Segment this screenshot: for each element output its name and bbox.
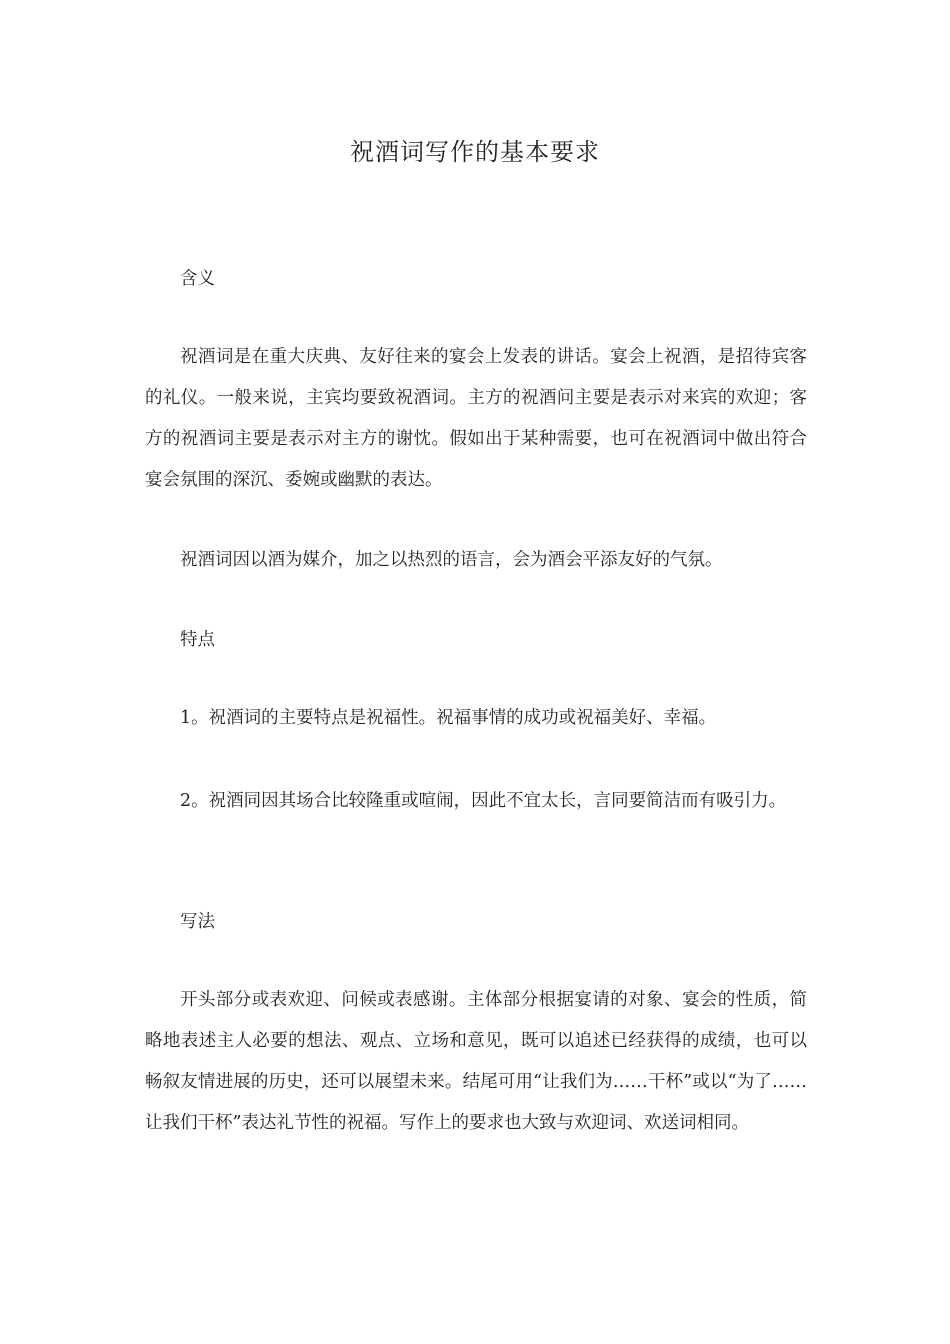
heading-text: 特点 <box>180 630 215 650</box>
section-heading-writing <box>145 902 807 943</box>
paragraph-text: 祝酒词是在重大庆典、友好往来的宴会上发表的讲话。宴会上祝酒，是招待宾客的礼仪。一般来说，主宾均要致祝酒词。主方的祝酒问主要是表示对来宾的欢迎；客方的祝酒词主要是表示对主方的谢忱。假如出于某种需要，也可在祝酒词中做出符合宴会氛围的深沉、委婉或幽默的表达。 <box>145 347 807 490</box>
section-heading-features <box>145 620 807 661</box>
section-heading-meaning <box>145 259 807 300</box>
heading-text: 写法 <box>180 912 215 932</box>
paragraph-meaning-1 <box>145 337 807 501</box>
document-title: 祝酒词写作的基本要求 <box>350 138 600 166</box>
feature-item-2 <box>145 781 807 822</box>
paragraph-text: 2。祝酒同因其场合比较隆重或喧闹，因此不宜太长，言同要简洁而有吸引力。 <box>180 791 787 811</box>
heading-text: 含义 <box>180 269 215 289</box>
paragraph-text: 开头部分或表欢迎、问候或表感谢。主体部分根据宴请的对象、宴会的性质，简略地表述主人必要的想法、观点、立场和意见，既可以追述已经获得的成绩，也可以畅叙友情进展的历史，还可以展望未来。结尾可用“让我们为……干杯”或以“为了……让我们干杯”表达礼节性的祝福。写作上的要求也大致与欢迎词、欢送词相同。 <box>145 990 807 1133</box>
feature-item-1 <box>145 698 807 739</box>
paragraph-text: 1。祝酒词的主要特点是祝福性。祝福事情的成功或祝福美好、幸福。 <box>180 708 717 728</box>
paragraph-writing-1 <box>145 980 807 1144</box>
paragraph-text: 祝酒词因以酒为媒介，加之以热烈的语言，会为酒会平添友好的气氛。 <box>180 550 723 570</box>
paragraph-meaning-2 <box>145 540 807 581</box>
